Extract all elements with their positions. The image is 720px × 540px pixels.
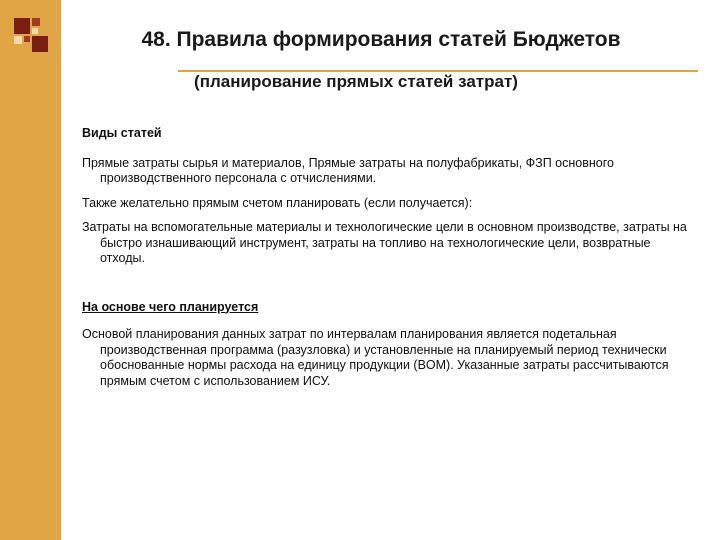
page-title: 48. Правила формирования статей Бюджетов <box>141 28 621 51</box>
page-subtitle: (планирование прямых статей затрат) <box>194 72 518 91</box>
section-heading-basis: На основе чего планируется <box>82 299 259 314</box>
content-body <box>82 126 692 389</box>
paragraph-planning-basis: Основой планирования данных затрат по интервалам планирования является подетальная производственная программа (разузловка) и установленные на планируемый период технически обоснованные нормы расхода на единицу продукции (BOM). Указанные затраты рассчитываются прямым счетом с использованием ИСУ. <box>82 327 669 388</box>
paragraph-direct-costs: Прямые затраты сырья и материалов, Прямые затраты на полуфабрикаты, ФЗП основного производственного персонала с отчислениями. <box>82 155 614 185</box>
section-heading-types: Виды статей <box>82 126 162 140</box>
logo-squares-icon <box>14 18 48 52</box>
paragraph-also-desirable: Также желательно прямым счетом планировать (если получается): <box>82 195 473 210</box>
paragraph-auxiliary-costs: Затраты на вспомогательные материалы и технологические цели в основном производстве, затраты на быстро изнашивающий инструмент, затраты на топливо на технологические цели, возвратные отходы. <box>82 220 687 265</box>
